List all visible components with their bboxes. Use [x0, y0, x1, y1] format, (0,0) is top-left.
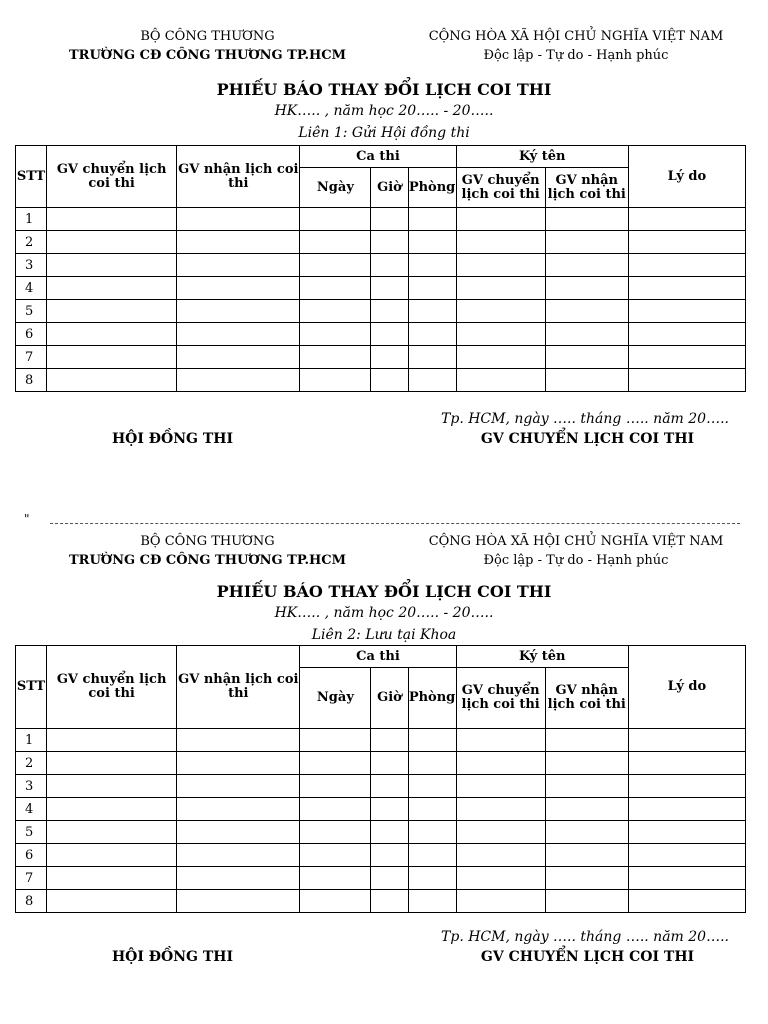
table-row [16, 346, 746, 369]
table-row [16, 277, 746, 300]
row-number: 7 [16, 346, 47, 369]
header-sign-transfer: GV chuyển lịch coi thi [456, 668, 545, 729]
schedule-change-table [15, 645, 746, 913]
header-sign-receive: GV nhận lịch coi thi [545, 668, 628, 729]
header-date: Ngày [300, 668, 371, 729]
header-reason: Lý do [628, 146, 745, 208]
national-header [412, 27, 740, 65]
teacher-signature-label: GV CHUYỂN LỊCH COI THI [480, 431, 695, 447]
table-row [16, 775, 746, 798]
schedule-change-table [15, 145, 746, 392]
header-receive-teacher: GV nhận lịch coi thi [177, 146, 300, 208]
header-sign-transfer: GV chuyển lịch coi thi [456, 168, 545, 208]
row-number: 3 [16, 254, 47, 277]
table-row [16, 844, 746, 867]
header-room: Phòng [408, 668, 456, 729]
ministry-name: BỘ CÔNG THƯƠNG [140, 534, 275, 549]
header-date: Ngày [300, 168, 371, 208]
dashed-divider [50, 515, 740, 524]
row-number: 2 [16, 231, 47, 254]
form-title: PHIẾU BÁO THAY ĐỔI LỊCH COI THI [216, 80, 552, 99]
table-row [16, 729, 746, 752]
motto: Độc lập - Tự do - Hạnh phúc [483, 553, 669, 568]
term-line: HK….. , năm học 20….. - 20….. [274, 103, 494, 119]
row-number: 6 [16, 323, 47, 346]
copy-label: Liên 1: Gửi Hội đồng thi [298, 125, 470, 141]
teacher-signature-label: GV CHUYỂN LỊCH COI THI [480, 949, 695, 965]
org-header [40, 532, 375, 570]
table-row [16, 231, 746, 254]
term-line: HK….. , năm học 20….. - 20….. [274, 605, 494, 621]
table-body [16, 729, 746, 913]
row-number: 8 [16, 369, 47, 392]
date-line: Tp. HCM, ngày ….. tháng ….. năm 20….. [441, 411, 729, 427]
table-body [16, 208, 746, 392]
row-number: 8 [16, 890, 47, 913]
table-row [16, 254, 746, 277]
motto: Độc lập - Tự do - Hạnh phúc [483, 48, 669, 63]
national-header [412, 532, 740, 570]
header-time: Giờ [371, 668, 408, 729]
school-name: TRƯỜNG CĐ CÔNG THƯƠNG TP.HCM [68, 48, 347, 63]
table-row [16, 821, 746, 844]
nation-name: CỘNG HÒA XÃ HỘI CHỦ NGHĨA VIỆT NAM [428, 534, 724, 549]
header-transfer-teacher: GV chuyển lịch coi thi [47, 146, 177, 208]
row-number: 1 [16, 208, 47, 231]
header-sign-receive: GV nhận lịch coi thi [545, 168, 628, 208]
copy-label: Liên 2: Lưu tại Khoa [311, 627, 457, 643]
date-line: Tp. HCM, ngày ….. tháng ….. năm 20….. [441, 929, 729, 945]
cut-line [24, 512, 740, 526]
header-reason: Lý do [628, 646, 745, 729]
table-row [16, 752, 746, 775]
row-number: 2 [16, 752, 47, 775]
header-stt: STT [16, 646, 47, 729]
school-name: TRƯỜNG CĐ CÔNG THƯƠNG TP.HCM [68, 553, 347, 568]
header-time: Giờ [371, 168, 408, 208]
header-signature: Ký tên [456, 146, 628, 168]
council-signature-label: HỘI ĐỒNG THI [111, 949, 234, 965]
org-header [40, 27, 375, 65]
row-number: 7 [16, 867, 47, 890]
header-exam-session: Ca thi [300, 146, 456, 168]
ministry-name: BỘ CÔNG THƯƠNG [140, 29, 275, 44]
council-signature-label: HỘI ĐỒNG THI [111, 431, 234, 447]
table-row [16, 369, 746, 392]
cut-mark: " [24, 512, 30, 526]
row-number: 3 [16, 775, 47, 798]
form-title: PHIẾU BÁO THAY ĐỔI LỊCH COI THI [216, 582, 552, 601]
table-row [16, 867, 746, 890]
header-receive-teacher: GV nhận lịch coi thi [177, 646, 300, 729]
table-row [16, 798, 746, 821]
row-number: 5 [16, 821, 47, 844]
table-row [16, 323, 746, 346]
header-transfer-teacher: GV chuyển lịch coi thi [47, 646, 177, 729]
row-number: 4 [16, 798, 47, 821]
header-exam-session: Ca thi [300, 646, 456, 668]
table-row [16, 890, 746, 913]
table-row [16, 300, 746, 323]
header-room: Phòng [408, 168, 456, 208]
row-number: 4 [16, 277, 47, 300]
header-signature: Ký tên [456, 646, 628, 668]
nation-name: CỘNG HÒA XÃ HỘI CHỦ NGHĨA VIỆT NAM [428, 29, 724, 44]
table-row [16, 208, 746, 231]
row-number: 6 [16, 844, 47, 867]
row-number: 5 [16, 300, 47, 323]
header-stt: STT [16, 146, 47, 208]
row-number: 1 [16, 729, 47, 752]
